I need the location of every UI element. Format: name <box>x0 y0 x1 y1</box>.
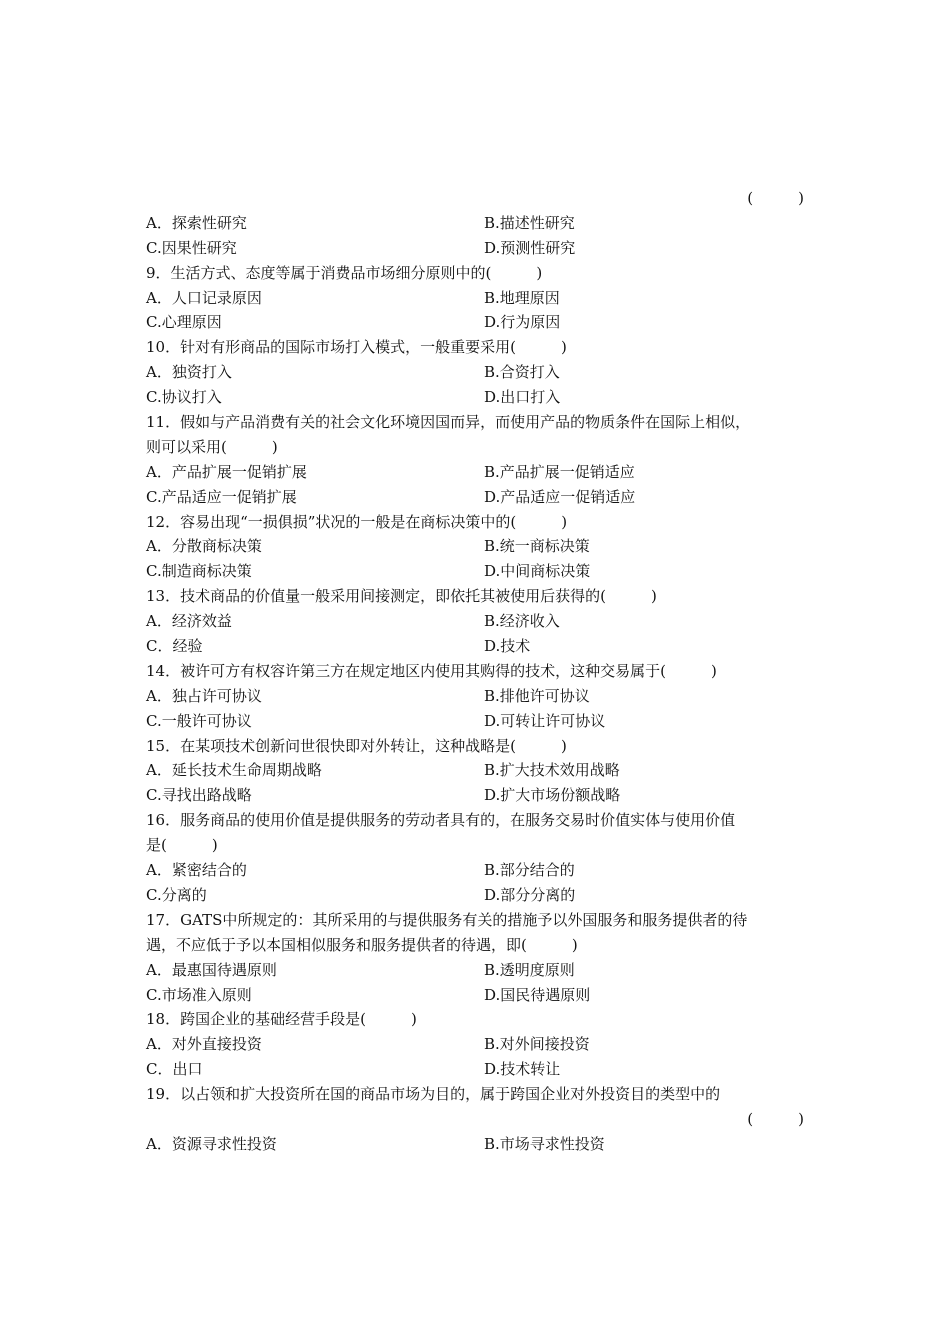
option-right: D.技术转让 <box>484 1060 561 1079</box>
option-left: A．经济效益 <box>146 612 232 631</box>
option-row <box>146 485 810 510</box>
option-row <box>146 310 810 335</box>
question-text: 17．GATS中所规定的：其所采用的与提供服务有关的措施予以外国服务和服务提供者的待 <box>146 910 748 929</box>
option-left: C.协议打入 <box>146 388 222 407</box>
option-right: B.对外间接投资 <box>484 1035 590 1054</box>
question-text: 14．被许可方有权容许第三方在规定地区内使用其购得的技术，这种交易属于( ) <box>146 661 717 680</box>
option-right: D.国民待遇原则 <box>484 985 591 1004</box>
option-right: D.技术 <box>484 637 531 656</box>
question-text: 13．技术商品的价值量一般采用间接测定，即依托其被使用后获得的( ) <box>146 587 657 606</box>
option-right: B.扩大技术效用战略 <box>484 761 620 780</box>
option-row <box>146 1057 810 1082</box>
option-right: B.部分结合的 <box>484 861 575 880</box>
option-left: A．对外直接投资 <box>146 1035 262 1054</box>
question-text: 18．跨国企业的基础经营手段是( ) <box>146 1010 417 1029</box>
option-row <box>146 684 810 709</box>
question-text: 11．假如与产品消费有关的社会文化环境因国而异，而使用产品的物质条件在国际上相似， <box>146 413 751 432</box>
option-left: A．紧密结合的 <box>146 861 247 880</box>
option-row <box>146 709 810 734</box>
option-right: B.透明度原则 <box>484 960 575 979</box>
option-row <box>146 286 810 311</box>
option-right: B.合资打入 <box>484 363 560 382</box>
option-left: A．产品扩展一促销扩展 <box>146 462 307 481</box>
option-left: C．出口 <box>146 1060 203 1079</box>
option-left: C.制造商标决策 <box>146 562 252 581</box>
option-left: A．资源寻求性投资 <box>146 1134 277 1153</box>
question-text: 遇，不应低于予以本国相似服务和服务提供者的待遇，即( ) <box>146 935 578 954</box>
question-text: 15．在某项技术创新问世很快即对外转让，这种战略是( ) <box>146 736 567 755</box>
option-right: D.产品适应一促销适应 <box>484 487 636 506</box>
option-right: D.部分分离的 <box>484 885 576 904</box>
answer-bracket: ( ) <box>747 189 804 207</box>
option-left: C.心理原因 <box>146 313 222 332</box>
option-left: A．独占许可协议 <box>146 686 262 705</box>
question-text: 19．以占领和扩大投资所在国的商品市场为目的，属于跨国企业对外投资目的类型中的 <box>146 1085 721 1104</box>
option-row <box>146 883 810 908</box>
option-right: D.中间商标决策 <box>484 562 591 581</box>
option-right: B.经济收入 <box>484 612 560 631</box>
question-text: 9．生活方式、态度等属于消费品市场细分原则中的( ) <box>146 263 543 282</box>
option-left: C.因果性研究 <box>146 238 237 257</box>
option-left: C．经验 <box>146 637 203 656</box>
question-text: 是( ) <box>146 836 218 855</box>
option-row <box>146 236 810 261</box>
option-left: A．独资打入 <box>146 363 232 382</box>
option-left: A．探索性研究 <box>146 213 247 232</box>
option-left: C.分离的 <box>146 885 207 904</box>
option-left: C.产品适应一促销扩展 <box>146 487 297 506</box>
question-text: 10．针对有形商品的国际市场打入模式，一般重要采用( ) <box>146 338 567 357</box>
option-row <box>146 360 810 385</box>
option-right: B.地理原因 <box>484 288 560 307</box>
question-text: 则可以采用( ) <box>146 437 278 456</box>
answer-bracket: ( ) <box>747 1109 804 1128</box>
option-row <box>146 1132 810 1157</box>
option-row <box>146 783 810 808</box>
option-row <box>146 460 810 485</box>
option-right: B.统一商标决策 <box>484 537 590 556</box>
option-right: B.排他许可协议 <box>484 686 590 705</box>
option-right: B.描述性研究 <box>484 213 575 232</box>
question-list <box>146 186 810 1157</box>
option-right: D.行为原因 <box>484 313 561 332</box>
option-row <box>146 758 810 783</box>
option-row <box>146 858 810 883</box>
option-left: C.一般许可协议 <box>146 711 252 730</box>
option-left: C.寻找出路战略 <box>146 786 252 805</box>
option-right: D.可转让许可协议 <box>484 711 606 730</box>
option-left: A．人口记录原因 <box>146 288 262 307</box>
option-right: D.扩大市场份额战略 <box>484 786 621 805</box>
option-left: A．分散商标决策 <box>146 537 262 556</box>
option-row <box>146 634 810 659</box>
option-right: B.市场寻求性投资 <box>484 1134 605 1153</box>
option-row <box>146 958 810 983</box>
option-row <box>146 1032 810 1057</box>
option-right: D.出口打入 <box>484 388 561 407</box>
option-row <box>146 534 810 559</box>
option-left: A．延长技术生命周期战略 <box>146 761 322 780</box>
question-text: 12．容易出现“一损俱损”状况的一般是在商标决策中的( ) <box>146 512 568 531</box>
option-row <box>146 609 810 634</box>
option-row <box>146 559 810 584</box>
option-left: C.市场准入原则 <box>146 985 252 1004</box>
question-text: 16．服务商品的使用价值是提供服务的劳动者具有的，在服务交易时价值实体与使用价值 <box>146 811 736 830</box>
option-row <box>146 211 810 236</box>
option-right: B.产品扩展一促销适应 <box>484 462 635 481</box>
option-row <box>146 385 810 410</box>
option-right: D.预测性研究 <box>484 238 576 257</box>
option-left: A．最惠国待遇原则 <box>146 960 277 979</box>
option-row <box>146 983 810 1008</box>
